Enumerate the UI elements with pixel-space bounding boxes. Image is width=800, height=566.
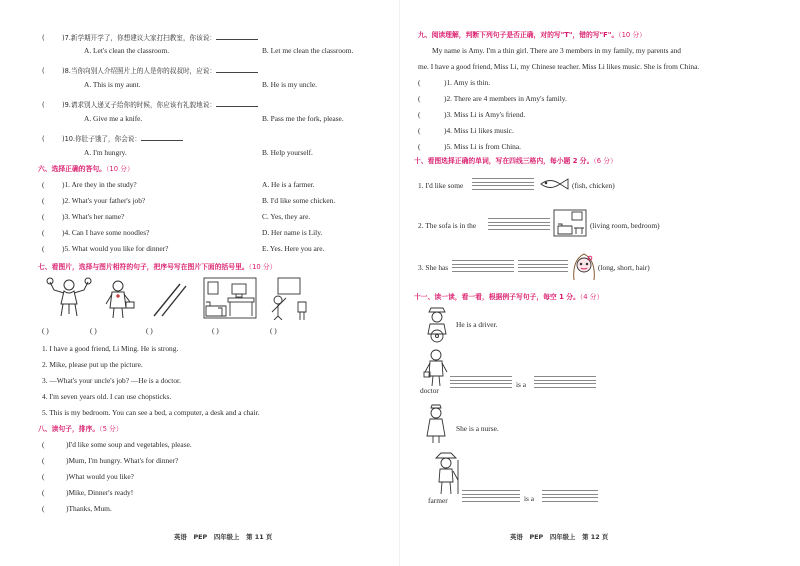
sec11-is-a-1: is a <box>516 380 527 389</box>
section-7-heading: 七、看图片，选择与图片相符的句子，把序号写在图片下面的括号里。（10 分） <box>38 263 277 271</box>
sec11-label-farmer: farmer <box>428 496 448 505</box>
picture-4-answer-paren[interactable]: ( ) <box>212 326 219 335</box>
q7-option-a: A. Let's clean the classroom. <box>84 46 170 55</box>
sec10-row-2-writing-lines[interactable] <box>488 218 550 228</box>
sec10-row-3-writing-lines-1[interactable] <box>452 260 514 270</box>
sec6-answer-a: A. He is a farmer. <box>262 180 315 189</box>
sec10-row-3-writing-lines-2[interactable] <box>518 260 568 270</box>
sec11-example-1: He is a driver. <box>456 320 498 329</box>
farmer-picture <box>430 450 462 496</box>
sec11-is-a-2: is a <box>524 494 535 503</box>
sec11-doctor-lines-2[interactable] <box>534 376 596 386</box>
sec6-row-2: ( )2. What's your father's job? <box>42 196 146 205</box>
sec10-row-1-options: (fish, chicken) <box>572 181 615 190</box>
picture-5-answer-paren[interactable]: ( ) <box>270 326 277 335</box>
sec8-row-5: ( )Thanks, Mum. <box>42 504 112 513</box>
sec9-row-5: ( )5. Miss Li is from China. <box>418 142 521 151</box>
question-7: ( )7.新学期开学了，你想建议大家打扫教室，你该说： <box>42 31 258 43</box>
sec6-row-1: ( )1. Are they in the study? <box>42 180 137 189</box>
sec6-row-4: ( )4. Can I have some noodles? <box>42 228 150 237</box>
chopsticks-picture <box>150 282 190 318</box>
sec9-row-2: ( )2. There are 4 members in Amy's family. <box>418 94 567 103</box>
sec7-sentence-3: 3. —What's your uncle's job? —He is a doctor. <box>42 376 181 385</box>
put-up-picture <box>268 276 312 320</box>
section-11-heading: 十一、读一读，看一看，根据例子写句子，每空 1 分。（4 分） <box>414 293 604 301</box>
sec10-row-2-options: (living room, bedroom) <box>590 221 660 230</box>
left-page-footer: 英语 PEP 四年级上 第 11 页 <box>174 533 273 541</box>
picture-2-answer-paren[interactable]: ( ) <box>90 326 97 335</box>
right-page-footer: 英语 PEP 四年级上 第 12 页 <box>510 533 609 541</box>
sec10-row-3-options: (long, short, hair) <box>598 263 650 272</box>
sec8-row-4: ( )Mike, Dinner's ready! <box>42 488 134 497</box>
section-6-heading: 六、选择正确的答句。（10 分） <box>38 165 134 173</box>
doctor-boy-picture <box>422 348 450 388</box>
section-8-heading: 八、读句子，排序。（5 分） <box>38 425 123 433</box>
sec8-row-1: ( )I'd like some soup and vegetables, please. <box>42 440 192 449</box>
sec7-sentence-1: 1. I have a good friend, Li Ming. He is strong. <box>42 344 179 353</box>
driver-picture <box>422 304 452 344</box>
right-page <box>400 0 800 566</box>
sec9-row-3: ( )3. Miss Li is Amy's friend. <box>418 110 526 119</box>
section-9-heading: 九、阅读理解，判断下列句子是否正确，对的写"T"，错的写"F"。（10 分） <box>418 31 646 39</box>
doctor-picture <box>100 278 136 320</box>
sec6-answer-e: E. Yes. Here you are. <box>262 244 325 253</box>
living-room-picture <box>552 208 588 238</box>
sec7-sentence-5: 5. This is my bedroom. You can see a bed, a computer, a desk and a chair. <box>42 408 260 417</box>
sec7-sentence-2: 2. Mike, please put up the picture. <box>42 360 143 369</box>
sec7-sentence-4: 4. I'm seven years old. I can use chopsticks. <box>42 392 172 401</box>
section-10-heading: 十、看图选择正确的单词，写在四线三格内，每小题 2 分。（6 分） <box>414 157 617 165</box>
sec6-row-3: ( )3. What's her name? <box>42 212 125 221</box>
picture-3-answer-paren[interactable]: ( ) <box>146 326 153 335</box>
question-8: ( )8.当你向别人介绍照片上的人是你的叔叔时，应说： <box>42 64 258 76</box>
sec6-row-5: ( )5. What would you like for dinner? <box>42 244 169 253</box>
sec9-row-4: ( )4. Miss Li likes music. <box>418 126 514 135</box>
sec6-answer-d: D. Her name is Lily. <box>262 228 323 237</box>
question-9: ( )9.请求别人递叉子给你的时候，你应该有礼貌地说： <box>42 98 258 110</box>
nurse-picture <box>422 404 450 444</box>
sec11-label-doctor: doctor <box>420 386 439 395</box>
fish-picture <box>538 176 572 192</box>
q9-option-a: A. Give me a knife. <box>84 114 143 123</box>
sec10-row-2-text: 2. The sofa is in the <box>418 221 477 230</box>
sec8-row-3: ( )What would you like? <box>42 472 134 481</box>
sec6-answer-c: C. Yes, they are. <box>262 212 311 221</box>
sec11-farmer-lines-1[interactable] <box>462 490 520 500</box>
strong-man-picture <box>44 276 94 318</box>
sec10-row-3-text: 3. She has <box>418 263 449 272</box>
picture-1-answer-paren[interactable]: ( ) <box>42 326 49 335</box>
sec8-row-2: ( )Mum, I'm hungry. What's for dinner? <box>42 456 179 465</box>
q9-option-b: B. Pass me the fork, please. <box>262 114 344 123</box>
q8-option-b: B. He is my uncle. <box>262 80 318 89</box>
q8-option-a: A. This is my aunt. <box>84 80 141 89</box>
sec11-doctor-lines-1[interactable] <box>450 376 512 386</box>
long-hair-girl-picture <box>570 250 598 284</box>
sec11-farmer-lines-2[interactable] <box>542 490 598 500</box>
q7-option-b: B. Let me clean the classroom. <box>262 46 354 55</box>
bedroom-picture <box>202 276 258 320</box>
sec6-answer-b: B. I'd like some chicken. <box>262 196 336 205</box>
sec9-passage-line-2: me. I have a good friend, Miss Li, my Chinese teacher. Miss Li likes music. She is from China. <box>418 62 700 71</box>
sec10-row-1-text: 1. I'd like some <box>418 181 464 190</box>
q10-option-b: B. Help yourself. <box>262 148 313 157</box>
sec9-row-1: ( )1. Amy is thin. <box>418 78 491 87</box>
sec10-row-1-writing-lines[interactable] <box>472 178 534 188</box>
question-10: ( )10.你肚子饿了，你会说： <box>42 132 183 144</box>
sec11-example-2: She is a nurse. <box>456 424 499 433</box>
sec9-passage-line-1: My name is Amy. I'm a thin girl. There are 3 members in my family, my parents and <box>432 46 681 55</box>
q10-option-a: A. I'm hungry. <box>84 148 127 157</box>
